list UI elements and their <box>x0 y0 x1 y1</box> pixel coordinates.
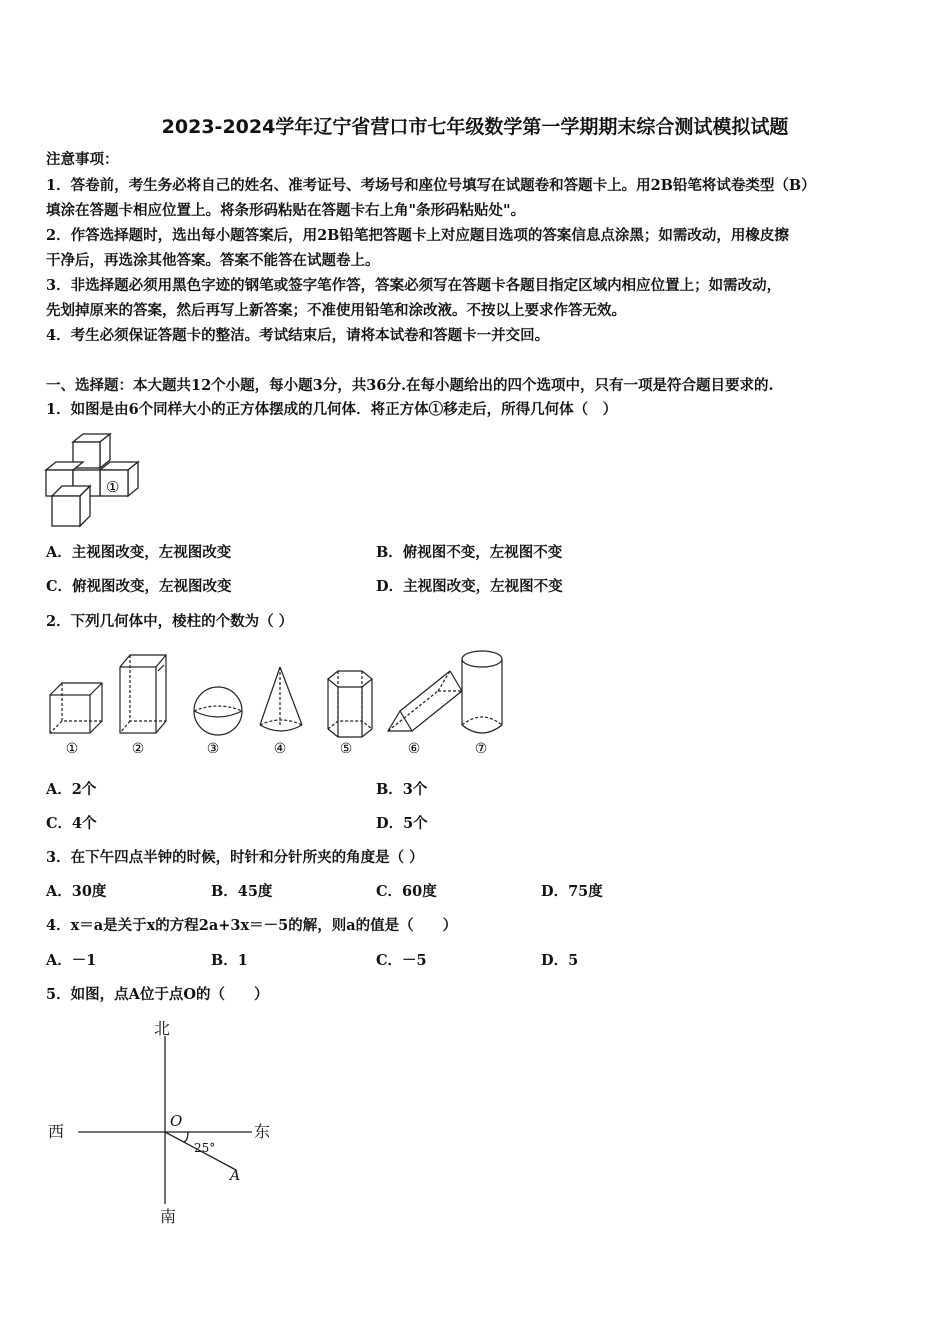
solid-label: ① <box>65 741 79 757</box>
north-label: 北 <box>154 1019 171 1038</box>
question-1-option-a: A．主视图改变，左视图改变 <box>46 544 232 561</box>
question-2-option-c: C．4个 <box>46 815 97 832</box>
question-1-option-c: C．俯视图改变，左视图改变 <box>46 578 232 595</box>
notice-line: 干净后，再选涂其他答案。答案不能答在试题卷上。 <box>46 252 380 269</box>
origin-label: O <box>170 1112 183 1130</box>
solid-label: ⑥ <box>407 741 421 757</box>
question-3-option-c: C．60度 <box>376 883 437 900</box>
south-label: 南 <box>160 1207 177 1226</box>
point-a-label: A <box>230 1168 241 1184</box>
question-2-stem: 2．下列几何体中，棱柱的个数为（ ） <box>46 613 294 630</box>
question-3-option-d: D．75度 <box>541 883 603 900</box>
question-4-option-a: A．－1 <box>46 952 97 969</box>
cylinder-shape <box>462 651 502 733</box>
question-5-stem: 5．如图，点A位于点O的（ ） <box>46 986 269 1003</box>
question-4-option-d: D．5 <box>541 952 579 969</box>
page-title: 2023-2024学年辽宁省营口市七年级数学第一学期期末综合测试模拟试题 <box>161 116 789 138</box>
notice-line: 1．答卷前，考生务必将自己的姓名、准考证号、考场号和座位号填写在试题卷和答题卡上。用2B铅笔将试卷类型（B） <box>46 177 816 194</box>
solid-label: ③ <box>206 741 220 757</box>
question-4-stem: 4．x＝a是关于x的方程2a+3x＝－5的解，则a的值是（ ） <box>46 917 458 934</box>
west-label: 西 <box>48 1122 65 1141</box>
question-2-option-d: D．5个 <box>376 815 428 832</box>
solid-label: ⑤ <box>339 741 353 757</box>
question-2-option-b: B．3个 <box>376 781 428 798</box>
compass-figure <box>40 1012 290 1232</box>
notice-line: 2．作答选择题时，选出每小题答案后，用2B铅笔把答题卡上对应题目选项的答案信息点涂黑；如需改动，用橡皮擦 <box>46 227 789 244</box>
question-3-option-b: B．45度 <box>211 883 273 900</box>
question-2-option-a: A．2个 <box>46 781 97 798</box>
section-heading: 一、选择题：本大题共12个小题，每小题3分，共36分.在每小题给出的四个选项中，只有一项是符合题目要求的. <box>46 377 774 394</box>
angle-label: 25° <box>194 1141 216 1155</box>
question-3-stem: 3．在下午四点半钟的时候，时针和分针所夹的角度是（ ） <box>46 849 424 866</box>
cube-label: ① <box>106 478 120 496</box>
solids-figure <box>40 645 520 760</box>
east-label: 东 <box>254 1122 271 1141</box>
notice-line: 4．考生必须保证答题卡的整洁。考试结束后，请将本试卷和答题卡一并交回。 <box>46 327 550 344</box>
solid-label: ② <box>131 741 145 757</box>
question-4-option-b: B．1 <box>211 952 248 969</box>
notice-line: 3．非选择题必须用黑色字迹的钢笔或签字笔作答，答案必须写在答题卡各题目指定区域内相应位置上；如需改动， <box>46 277 782 294</box>
notice-heading: 注意事项： <box>46 151 119 168</box>
notice-line: 先划掉原来的答案，然后再写上新答案；不准使用铅笔和涂改液。不按以上要求作答无效。 <box>46 302 626 319</box>
hexagonal-prism-shape <box>328 671 372 737</box>
solid-label: ⑦ <box>474 741 488 757</box>
solid-label: ④ <box>273 741 287 757</box>
tall-prism-shape <box>120 655 166 733</box>
cone-shape <box>260 667 302 731</box>
question-1-option-b: B．俯视图不变，左视图不变 <box>376 544 563 561</box>
sphere-shape <box>194 687 242 735</box>
cube-shape <box>50 683 102 733</box>
notice-line: 填涂在答题卡相应位置上。将条形码粘贴在答题卡右上角"条形码粘贴处"。 <box>46 202 526 219</box>
question-4-option-c: C．－5 <box>376 952 427 969</box>
question-3-option-a: A．30度 <box>46 883 107 900</box>
question-1-stem: 1．如图是由6个同样大小的正方体摆成的几何体．将正方体①移走后，所得几何体（ ） <box>46 401 618 418</box>
question-1-option-d: D．主视图改变，左视图不变 <box>376 578 563 595</box>
triangular-prism-shape <box>388 671 462 731</box>
cube-stack-figure <box>40 430 150 532</box>
